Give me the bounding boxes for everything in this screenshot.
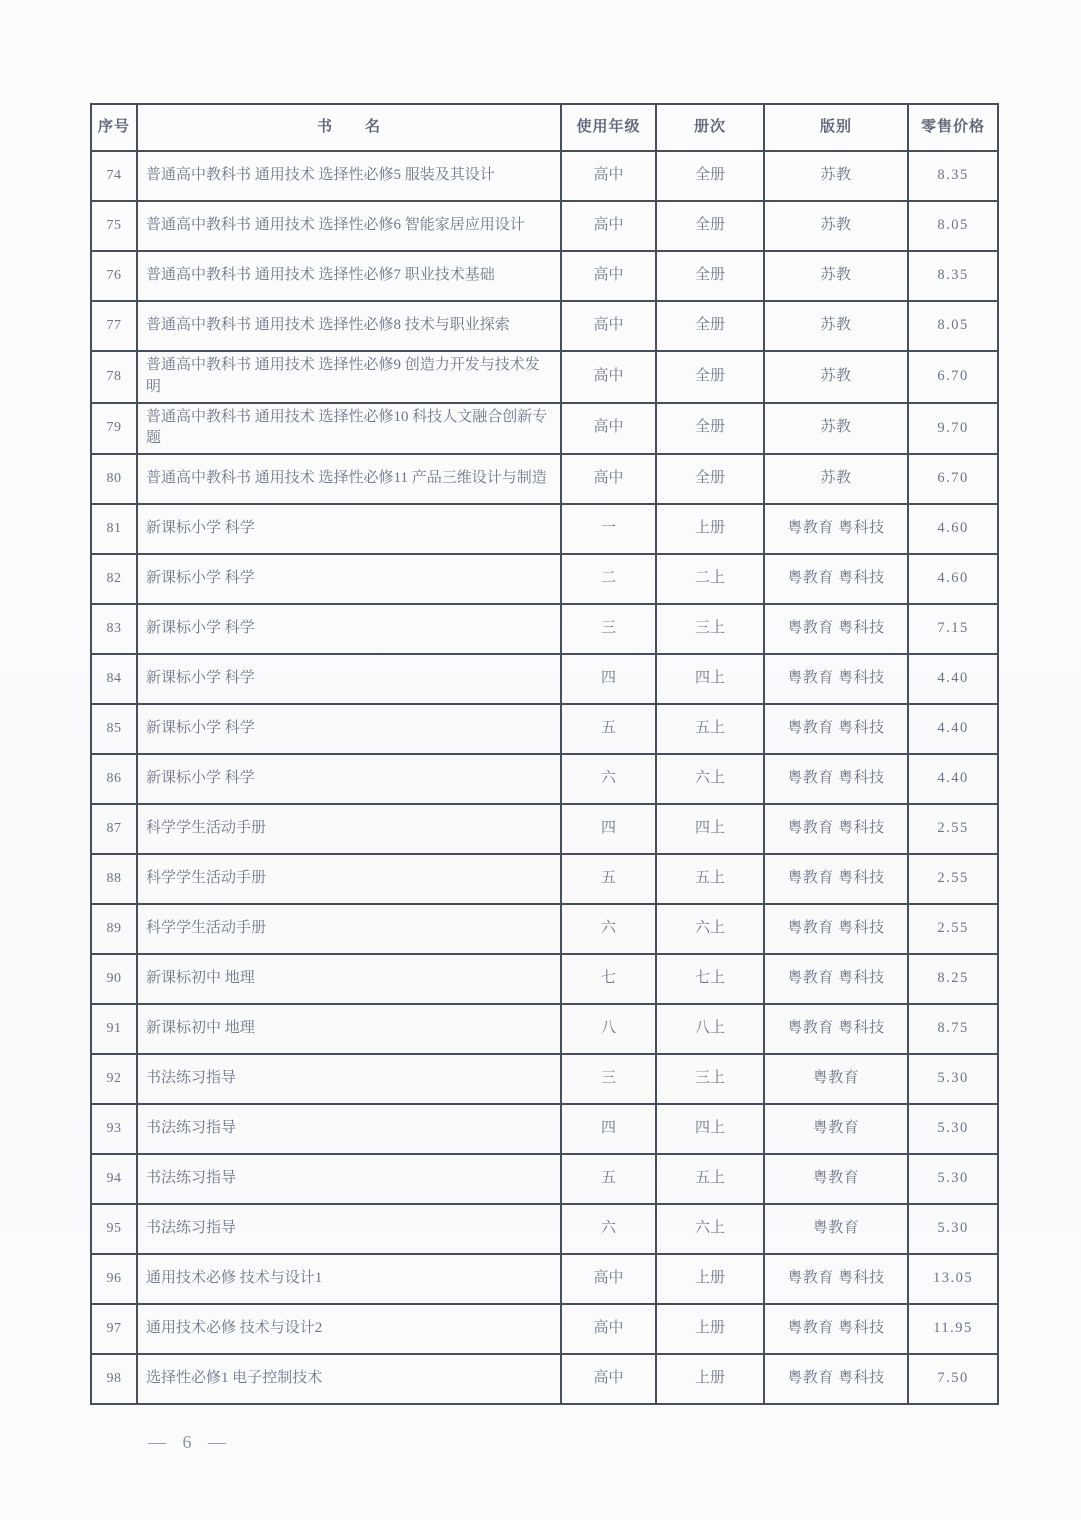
row-number-cell: 84 bbox=[91, 654, 137, 704]
grade-cell: 一 bbox=[561, 504, 656, 554]
price-cell: 13.05 bbox=[908, 1254, 998, 1304]
table-row bbox=[91, 1004, 998, 1054]
grade-cell: 高中 bbox=[561, 201, 656, 251]
header-cell-grade: 使用年级 bbox=[561, 104, 656, 151]
row-number-cell: 86 bbox=[91, 754, 137, 804]
row-number-cell: 91 bbox=[91, 1004, 137, 1054]
volume-cell: 五上 bbox=[656, 704, 764, 754]
grade-cell: 高中 bbox=[561, 1304, 656, 1354]
price-cell: 4.60 bbox=[908, 554, 998, 604]
row-number-cell: 78 bbox=[91, 351, 137, 403]
table-row bbox=[91, 251, 998, 301]
grade-cell: 高中 bbox=[561, 403, 656, 455]
volume-cell: 全册 bbox=[656, 351, 764, 403]
book-title-cell: 新课标小学 科学 bbox=[137, 504, 561, 554]
row-number-cell: 76 bbox=[91, 251, 137, 301]
grade-cell: 六 bbox=[561, 904, 656, 954]
book-title-cell: 书法练习指导 bbox=[137, 1054, 561, 1104]
table-row bbox=[91, 554, 998, 604]
publisher-cell: 粤教育 粤科技 bbox=[764, 854, 908, 904]
publisher-cell: 粤教育 粤科技 bbox=[764, 704, 908, 754]
grade-cell: 七 bbox=[561, 954, 656, 1004]
book-title-cell: 科学学生活动手册 bbox=[137, 804, 561, 854]
book-title-cell: 选择性必修1 电子控制技术 bbox=[137, 1354, 561, 1404]
publisher-cell: 粤教育 粤科技 bbox=[764, 654, 908, 704]
publisher-cell: 苏教 bbox=[764, 251, 908, 301]
publisher-cell: 苏教 bbox=[764, 151, 908, 201]
volume-cell: 全册 bbox=[656, 454, 764, 504]
grade-cell: 高中 bbox=[561, 1354, 656, 1404]
table-row bbox=[91, 604, 998, 654]
publisher-cell: 粤教育 粤科技 bbox=[764, 904, 908, 954]
row-number-cell: 77 bbox=[91, 301, 137, 351]
publisher-cell: 粤教育 粤科技 bbox=[764, 954, 908, 1004]
price-cell: 8.05 bbox=[908, 301, 998, 351]
table-row bbox=[91, 201, 998, 251]
table-row bbox=[91, 151, 998, 201]
price-cell: 6.70 bbox=[908, 454, 998, 504]
volume-cell: 全册 bbox=[656, 151, 764, 201]
volume-cell: 四上 bbox=[656, 654, 764, 704]
grade-cell: 高中 bbox=[561, 351, 656, 403]
table-row bbox=[91, 1104, 998, 1154]
volume-cell: 上册 bbox=[656, 1354, 764, 1404]
table-row bbox=[91, 403, 998, 455]
row-number-cell: 82 bbox=[91, 554, 137, 604]
textbook-price-table bbox=[90, 103, 999, 1405]
publisher-cell: 粤教育 粤科技 bbox=[764, 1004, 908, 1054]
book-title-cell: 新课标小学 科学 bbox=[137, 554, 561, 604]
header-cell-price: 零售价格 bbox=[908, 104, 998, 151]
publisher-cell: 粤教育 粤科技 bbox=[764, 554, 908, 604]
price-cell: 5.30 bbox=[908, 1204, 998, 1254]
table-row bbox=[91, 504, 998, 554]
publisher-cell: 粤教育 bbox=[764, 1054, 908, 1104]
price-cell: 2.55 bbox=[908, 904, 998, 954]
grade-cell: 八 bbox=[561, 1004, 656, 1054]
row-number-cell: 97 bbox=[91, 1304, 137, 1354]
grade-cell: 二 bbox=[561, 554, 656, 604]
volume-cell: 全册 bbox=[656, 403, 764, 455]
table-row bbox=[91, 1354, 998, 1404]
volume-cell: 四上 bbox=[656, 804, 764, 854]
book-title-cell: 新课标小学 科学 bbox=[137, 754, 561, 804]
book-title-cell: 普通高中教科书 通用技术 选择性必修10 科技人文融合创新专题 bbox=[137, 403, 561, 455]
table-row bbox=[91, 301, 998, 351]
table-row bbox=[91, 954, 998, 1004]
book-title-cell: 普通高中教科书 通用技术 选择性必修9 创造力开发与技术发明 bbox=[137, 351, 561, 403]
publisher-cell: 苏教 bbox=[764, 201, 908, 251]
volume-cell: 六上 bbox=[656, 1204, 764, 1254]
price-cell: 9.70 bbox=[908, 403, 998, 455]
book-title-cell: 新课标初中 地理 bbox=[137, 954, 561, 1004]
row-number-cell: 83 bbox=[91, 604, 137, 654]
price-cell: 5.30 bbox=[908, 1104, 998, 1154]
publisher-cell: 苏教 bbox=[764, 301, 908, 351]
book-title-cell: 普通高中教科书 通用技术 选择性必修6 智能家居应用设计 bbox=[137, 201, 561, 251]
table-body bbox=[91, 151, 998, 1404]
grade-cell: 六 bbox=[561, 754, 656, 804]
price-cell: 2.55 bbox=[908, 854, 998, 904]
price-cell: 4.40 bbox=[908, 704, 998, 754]
volume-cell: 七上 bbox=[656, 954, 764, 1004]
book-title-cell: 新课标初中 地理 bbox=[137, 1004, 561, 1054]
table-row bbox=[91, 854, 998, 904]
price-cell: 8.75 bbox=[908, 1004, 998, 1054]
table-header bbox=[91, 104, 998, 151]
grade-cell: 高中 bbox=[561, 454, 656, 504]
publisher-cell: 粤教育 粤科技 bbox=[764, 754, 908, 804]
volume-cell: 上册 bbox=[656, 504, 764, 554]
price-cell: 8.35 bbox=[908, 251, 998, 301]
page-number: — 6 — bbox=[148, 1432, 232, 1452]
publisher-cell: 粤教育 bbox=[764, 1104, 908, 1154]
book-title-cell: 通用技术必修 技术与设计2 bbox=[137, 1304, 561, 1354]
row-number-cell: 89 bbox=[91, 904, 137, 954]
price-cell: 8.35 bbox=[908, 151, 998, 201]
grade-cell: 六 bbox=[561, 1204, 656, 1254]
table-row bbox=[91, 1054, 998, 1104]
volume-cell: 上册 bbox=[656, 1254, 764, 1304]
volume-cell: 六上 bbox=[656, 754, 764, 804]
book-title-cell: 书法练习指导 bbox=[137, 1154, 561, 1204]
grade-cell: 高中 bbox=[561, 1254, 656, 1304]
volume-cell: 全册 bbox=[656, 201, 764, 251]
row-number-cell: 92 bbox=[91, 1054, 137, 1104]
table-row bbox=[91, 454, 998, 504]
book-title-cell: 普通高中教科书 通用技术 选择性必修5 服装及其设计 bbox=[137, 151, 561, 201]
price-cell: 2.55 bbox=[908, 804, 998, 854]
price-cell: 8.05 bbox=[908, 201, 998, 251]
publisher-cell: 粤教育 粤科技 bbox=[764, 604, 908, 654]
table-row bbox=[91, 1154, 998, 1204]
grade-cell: 三 bbox=[561, 604, 656, 654]
row-number-cell: 85 bbox=[91, 704, 137, 754]
header-cell-publisher: 版别 bbox=[764, 104, 908, 151]
grade-cell: 四 bbox=[561, 1104, 656, 1154]
row-number-cell: 87 bbox=[91, 804, 137, 854]
publisher-cell: 粤教育 粤科技 bbox=[764, 1354, 908, 1404]
publisher-cell: 粤教育 bbox=[764, 1204, 908, 1254]
book-title-cell: 书法练习指导 bbox=[137, 1204, 561, 1254]
table-header-row bbox=[91, 104, 998, 151]
book-title-cell: 普通高中教科书 通用技术 选择性必修8 技术与职业探索 bbox=[137, 301, 561, 351]
row-number-cell: 74 bbox=[91, 151, 137, 201]
book-title-cell: 科学学生活动手册 bbox=[137, 904, 561, 954]
table-row bbox=[91, 1254, 998, 1304]
price-cell: 4.60 bbox=[908, 504, 998, 554]
volume-cell: 上册 bbox=[656, 1304, 764, 1354]
row-number-cell: 80 bbox=[91, 454, 137, 504]
grade-cell: 五 bbox=[561, 1154, 656, 1204]
grade-cell: 四 bbox=[561, 654, 656, 704]
book-title-cell: 普通高中教科书 通用技术 选择性必修7 职业技术基础 bbox=[137, 251, 561, 301]
grade-cell: 高中 bbox=[561, 151, 656, 201]
table-row bbox=[91, 351, 998, 403]
header-cell-title: 书 名 bbox=[137, 104, 561, 151]
publisher-cell: 苏教 bbox=[764, 454, 908, 504]
publisher-cell: 苏教 bbox=[764, 403, 908, 455]
row-number-cell: 94 bbox=[91, 1154, 137, 1204]
publisher-cell: 粤教育 粤科技 bbox=[764, 804, 908, 854]
publisher-cell: 粤教育 粤科技 bbox=[764, 1304, 908, 1354]
table-row bbox=[91, 904, 998, 954]
book-title-cell: 科学学生活动手册 bbox=[137, 854, 561, 904]
row-number-cell: 96 bbox=[91, 1254, 137, 1304]
grade-cell: 三 bbox=[561, 1054, 656, 1104]
header-cell-volume: 册次 bbox=[656, 104, 764, 151]
publisher-cell: 粤教育 粤科技 bbox=[764, 1254, 908, 1304]
price-cell: 5.30 bbox=[908, 1154, 998, 1204]
volume-cell: 全册 bbox=[656, 301, 764, 351]
price-cell: 11.95 bbox=[908, 1304, 998, 1354]
row-number-cell: 98 bbox=[91, 1354, 137, 1404]
row-number-cell: 79 bbox=[91, 403, 137, 455]
volume-cell: 五上 bbox=[656, 854, 764, 904]
table-row bbox=[91, 654, 998, 704]
row-number-cell: 88 bbox=[91, 854, 137, 904]
book-title-cell: 普通高中教科书 通用技术 选择性必修11 产品三维设计与制造 bbox=[137, 454, 561, 504]
book-title-cell: 新课标小学 科学 bbox=[137, 704, 561, 754]
header-cell-num: 序号 bbox=[91, 104, 137, 151]
row-number-cell: 95 bbox=[91, 1204, 137, 1254]
grade-cell: 五 bbox=[561, 854, 656, 904]
book-title-cell: 通用技术必修 技术与设计1 bbox=[137, 1254, 561, 1304]
volume-cell: 四上 bbox=[656, 1104, 764, 1154]
volume-cell: 全册 bbox=[656, 251, 764, 301]
publisher-cell: 粤教育 bbox=[764, 1154, 908, 1204]
price-cell: 8.25 bbox=[908, 954, 998, 1004]
price-cell: 5.30 bbox=[908, 1054, 998, 1104]
grade-cell: 四 bbox=[561, 804, 656, 854]
grade-cell: 高中 bbox=[561, 301, 656, 351]
volume-cell: 六上 bbox=[656, 904, 764, 954]
row-number-cell: 93 bbox=[91, 1104, 137, 1154]
volume-cell: 三上 bbox=[656, 604, 764, 654]
grade-cell: 高中 bbox=[561, 251, 656, 301]
price-cell: 4.40 bbox=[908, 754, 998, 804]
table-row bbox=[91, 1204, 998, 1254]
price-cell: 4.40 bbox=[908, 654, 998, 704]
volume-cell: 五上 bbox=[656, 1154, 764, 1204]
price-cell: 6.70 bbox=[908, 351, 998, 403]
volume-cell: 八上 bbox=[656, 1004, 764, 1054]
publisher-cell: 粤教育 粤科技 bbox=[764, 504, 908, 554]
volume-cell: 三上 bbox=[656, 1054, 764, 1104]
price-cell: 7.15 bbox=[908, 604, 998, 654]
row-number-cell: 81 bbox=[91, 504, 137, 554]
table-row bbox=[91, 804, 998, 854]
publisher-cell: 苏教 bbox=[764, 351, 908, 403]
grade-cell: 五 bbox=[561, 704, 656, 754]
book-title-cell: 新课标小学 科学 bbox=[137, 654, 561, 704]
table-row bbox=[91, 754, 998, 804]
price-cell: 7.50 bbox=[908, 1354, 998, 1404]
book-title-cell: 书法练习指导 bbox=[137, 1104, 561, 1154]
row-number-cell: 90 bbox=[91, 954, 137, 1004]
row-number-cell: 75 bbox=[91, 201, 137, 251]
table-row bbox=[91, 1304, 998, 1354]
table-row bbox=[91, 704, 998, 754]
book-title-cell: 新课标小学 科学 bbox=[137, 604, 561, 654]
volume-cell: 二上 bbox=[656, 554, 764, 604]
